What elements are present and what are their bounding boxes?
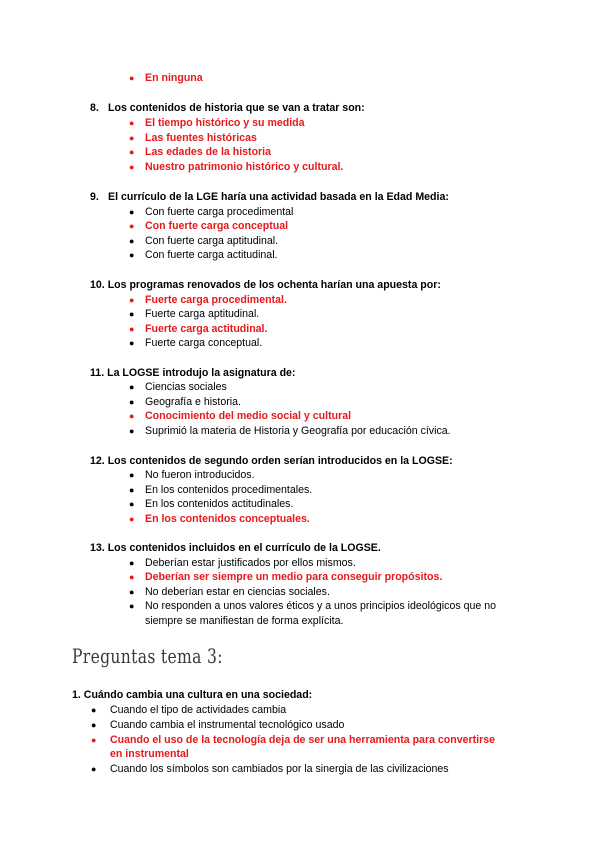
bullet-icon: ● [129,558,135,568]
question-number: 9. [90,191,99,203]
option-text: siempre se manifiestan de forma explícita. [145,615,344,627]
list-item [129,145,271,160]
option-text: Cuando el uso de la tecnología deja de ser una herramienta para convertirse [110,734,496,746]
section-title: Preguntas tema 3: [72,644,223,668]
list-item [129,131,257,146]
bullet-icon: ● [129,295,135,305]
list-item [91,718,345,733]
list-item [129,570,443,585]
list-item [129,483,313,498]
option-text: Fuerte carga conceptual. [145,337,263,349]
bullet-icon: ● [129,162,135,172]
list-item [129,219,289,234]
bullet-icon: ● [129,324,135,334]
bullet-icon: ● [129,118,135,128]
option-text: Fuerte carga actitudinal. [145,323,268,335]
option-text: Geografía e historia. [145,396,241,408]
bullet-icon: ● [129,411,135,421]
list-item-continuation [110,747,189,762]
bullet-icon: ● [129,133,135,143]
list-item [129,556,356,571]
option-text: En los contenidos procedimentales. [145,484,313,496]
list-item [129,205,294,220]
option-text: En ninguna [145,72,203,84]
question-number: 8. [90,102,99,114]
list-item-continuation [145,614,343,629]
bullet-icon: ● [91,705,97,715]
option-text: Ciencias sociales [145,381,227,393]
bullet-icon: ● [129,221,135,231]
bullet-icon: ● [129,426,135,436]
option-text: Con fuerte carga actitudinal. [145,249,278,261]
option-text: Con fuerte carga procedimental [145,206,294,218]
option-text: Conocimiento del medio social y cultural [145,410,352,422]
bullet-icon: ● [129,250,135,260]
bullet-icon: ● [129,73,135,83]
list-item [91,733,496,748]
bullet-icon: ● [129,601,135,611]
bullet-icon: ● [129,470,135,480]
bullet-icon: ● [129,309,135,319]
option-text: Cuando el tipo de actividades cambia [110,704,287,716]
bullet-icon: ● [129,514,135,524]
option-text: El tiempo histórico y su medida [145,117,305,129]
option-text: Fuerte carga aptitudinal. [145,308,260,320]
option-text: Deberían estar justificados por ellos mismos. [145,557,356,569]
bullet-icon: ● [129,147,135,157]
bullet-icon: ● [129,397,135,407]
option-text: Con fuerte carga aptitudinal. [145,235,279,247]
list-item [91,762,449,777]
bullet-icon: ● [91,720,97,730]
bullet-icon: ● [129,338,135,348]
list-item [129,424,451,439]
list-item [129,497,294,512]
bullet-icon: ● [129,499,135,509]
option-text: Cuando cambia el instrumental tecnológico usado [110,719,345,731]
option-text: Deberían ser siempre un medio para conseguir propósitos. [145,571,443,583]
bullet-icon: ● [129,485,135,495]
bullet-icon: ● [129,236,135,246]
question-text: Los contenidos de segundo orden serían introducidos en la LOGSE: [107,455,453,467]
bullet-icon: ● [129,587,135,597]
question-text: La LOGSE introdujo la asignatura de: [107,367,296,379]
option-text: Con fuerte carga conceptual [145,220,289,232]
option-text: Las edades de la historia [145,146,271,158]
question-text: Los programas renovados de los ochenta harían una apuesta por: [107,279,441,291]
list-item [129,71,203,86]
option-text: Fuerte carga procedimental. [145,294,287,306]
list-item [129,248,278,263]
option-text: Nuestro patrimonio histórico y cultural. [145,161,344,173]
list-item [129,336,263,351]
option-text: No deberían estar en ciencias sociales. [145,586,330,598]
question-11 [90,366,295,381]
list-item [129,409,352,424]
list-item [129,512,310,527]
question-12 [90,454,453,469]
list-item [129,322,268,337]
option-text: No fueron introducidos. [145,469,255,481]
question-text: Los contenidos incluidos en el currículo de la LOGSE. [107,542,381,554]
bullet-icon: ● [129,572,135,582]
option-text: En los contenidos conceptuales. [145,513,310,525]
bullet-icon: ● [91,764,97,774]
list-item [129,293,287,308]
option-text: Suprimió la materia de Historia y Geografía por educación cívica. [145,425,451,437]
question-13 [90,541,381,556]
list-item [129,307,260,322]
option-text: Cuando los símbolos son cambiados por la sinergia de las civilizaciones [110,763,449,775]
list-item [129,116,305,131]
list-item [129,160,344,175]
list-item [129,380,227,395]
list-item [129,395,241,410]
list-item [129,468,255,483]
list-item [91,703,287,718]
question-text: Cuándo cambia una cultura en una sociedad: [83,689,313,701]
bullet-icon: ● [129,207,135,217]
option-text: en instrumental [110,748,189,760]
question-number: 10. [90,279,105,291]
question-number: 13. [90,542,105,554]
question-9 [90,190,449,205]
question-number: 11. [90,367,105,379]
list-item [129,234,279,249]
question-8 [90,101,365,116]
option-text: No responden a unos valores éticos y a unos principios ideológicos que no [145,600,496,612]
question-text: El currículo de la LGE haría una actividad basada en la Edad Media: [108,191,449,203]
question-number: 12. [90,455,105,467]
option-text: En los contenidos actitudinales. [145,498,294,510]
bullet-icon: ● [129,382,135,392]
option-text: Las fuentes históricas [145,132,257,144]
list-item [129,585,330,600]
question-10 [90,278,441,293]
question-text: Los contenidos de historia que se van a tratar son: [108,102,365,114]
bullet-icon: ● [91,735,97,745]
question-number: 1. [72,689,81,701]
list-item [129,599,496,614]
tema3-question-1 [72,688,312,703]
